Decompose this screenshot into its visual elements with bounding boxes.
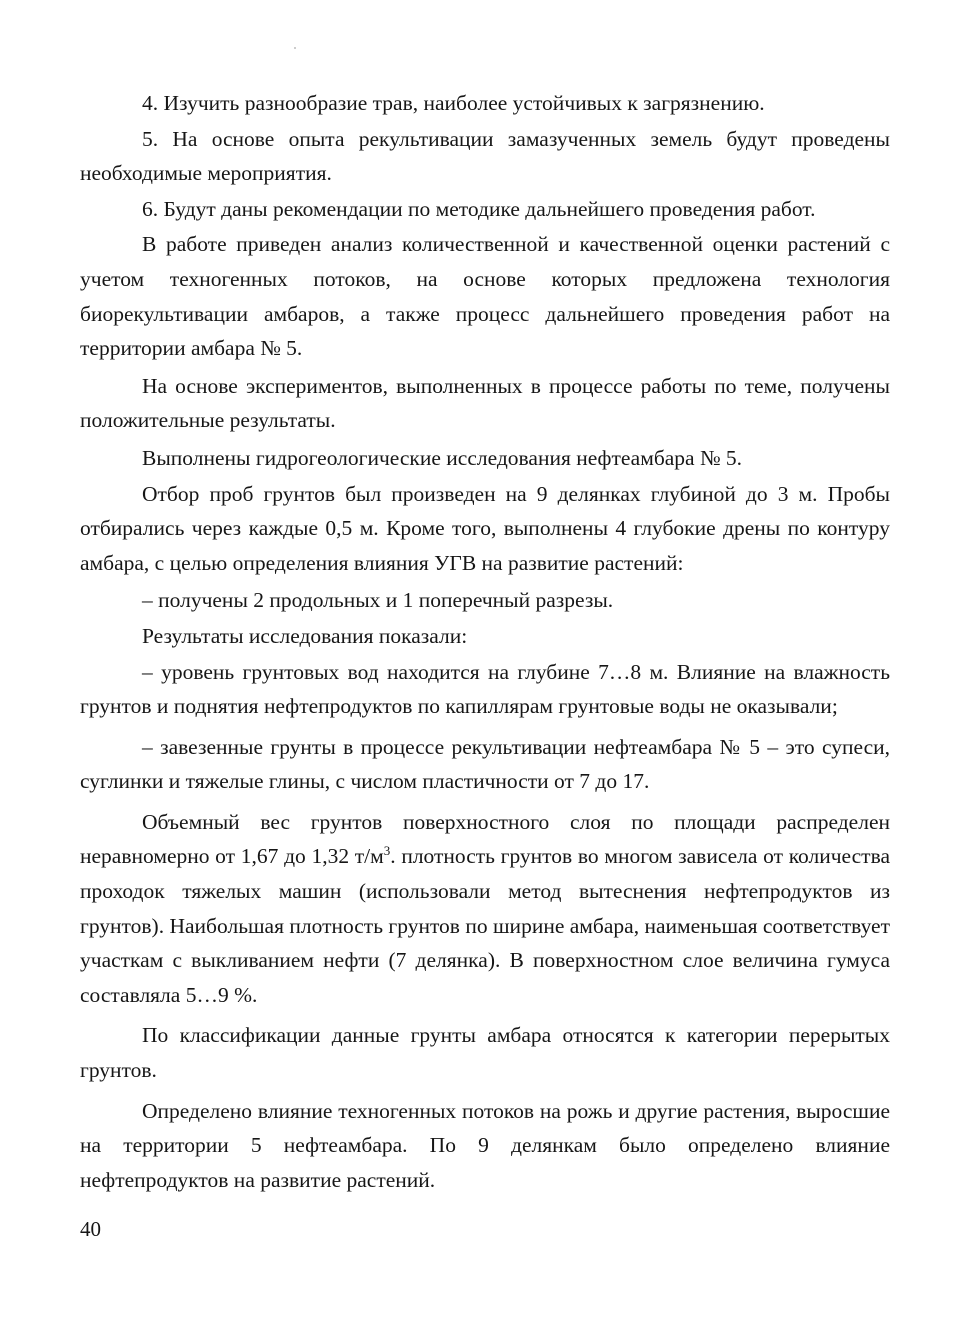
cubic-superscript: 3 bbox=[383, 843, 391, 859]
list-item-6: 6. Будут даны рекомендации по методике дальнейшего проведения работ. bbox=[142, 196, 816, 221]
influence-paragraph: Определено влияние техногенных потоков на рожь и другие растения, выросшие на территории 5 нефтеамбара. По 9 делянкам было определено влияние нефтепродуктов на развитие растений. bbox=[80, 1098, 890, 1192]
results-paragraph: На основе экспериментов, выполненных в процессе работы по теме, получены положительные результаты. bbox=[80, 373, 890, 433]
findings-intro: Результаты исследования показали: bbox=[142, 623, 468, 648]
density-text-start: Объемный вес грунтов поверхностного слоя по площади распределен неравномерно от 1,67 до 1,32 т/м bbox=[80, 809, 890, 869]
density-text-end: . плотность грунтов во многом зависела от количества проходок тяжелых машин (использовали метод вытеснения нефтепродуктов из грунтов). Наибольшая плотность грунтов по ширине амбара, наименьшая соответствует участкам с выкливанием нефти (7 делянка). В поверхностном слое величина гумуса составляла 5…9 %. bbox=[80, 844, 890, 1007]
density-paragraph bbox=[80, 805, 890, 1013]
document-body bbox=[80, 86, 890, 1200]
scan-speck bbox=[294, 47, 296, 49]
classification-paragraph: По классификации данные грунты амбара относятся к категории перерытых грунтов. bbox=[80, 1023, 890, 1083]
groundwater-list-item: – уровень грунтовых вод находится на глубине 7…8 м. Влияние на влажность грунтов и поднятия нефтепродуктов по капиллярам грунтовые воды не оказывали; bbox=[80, 659, 890, 719]
page-number: 40 bbox=[80, 1217, 101, 1241]
sampling-paragraph: Отбор проб грунтов был произведен на 9 делянках глубиной до 3 м. Пробы отбирались через каждые 0,5 м. Кроме того, выполнены 4 глубокие дрены по контуру амбара, с целью определения влияния УГВ на развитие растений: bbox=[80, 481, 890, 575]
hydrogeology-paragraph: Выполнены гидрогеологические исследования нефтеамбара № 5. bbox=[142, 445, 742, 470]
list-item-5: 5. На основе опыта рекультивации замазученных земель будут проведены необходимые мероприятия. bbox=[80, 126, 890, 186]
list-item-4: 4. Изучить разнообразие трав, наиболее устойчивых к загрязнению. bbox=[142, 91, 765, 115]
analysis-paragraph: В работе приведен анализ количественной и качественной оценки растений с учетом техногенных потоков, на основе которых предложена технология биорекультивации амбаров, а также процесс дальнейшего проведения работ на территории амбара № 5. bbox=[80, 232, 890, 361]
sections-list-item: – получены 2 продольных и 1 поперечный разрезы. bbox=[142, 588, 614, 613]
soils-list-item: – завезенные грунты в процессе рекультивации нефтеамбара № 5 – это супеси, суглинки и тяжелые глины, с числом пластичности от 7 до 17. bbox=[80, 734, 890, 794]
